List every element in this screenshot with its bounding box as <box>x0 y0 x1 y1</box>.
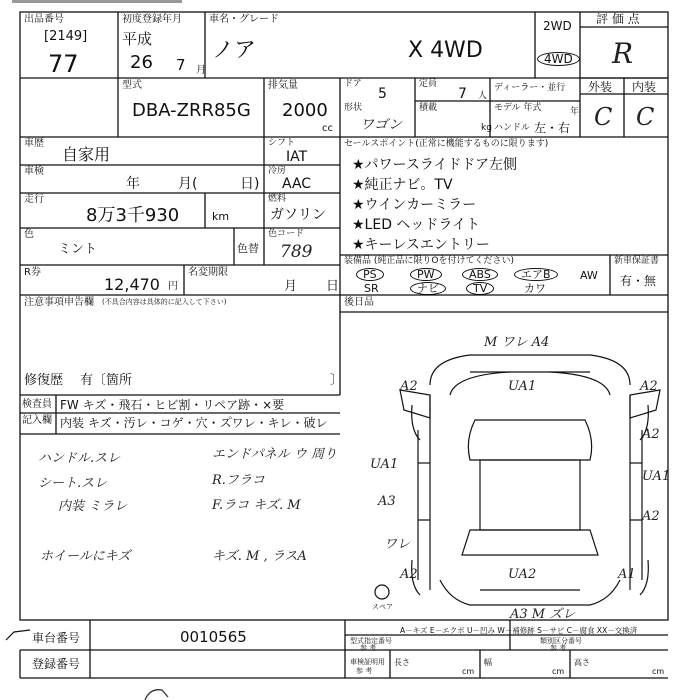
color-change-label: 色替 <box>237 242 259 255</box>
first-reg-label: 初度登録年月 <box>122 14 182 25</box>
month-unit: 月 <box>196 65 206 76</box>
type-cert-ref: 参 考 <box>360 644 377 652</box>
damage-mark: A3 M ズレ <box>510 607 576 622</box>
type-cert-label: 型式指定番号 <box>350 637 392 645</box>
shift-label: シフト <box>268 138 296 148</box>
notes-label: 注意事項申告欄 <box>24 297 94 308</box>
door-count: 5 <box>378 86 387 102</box>
color-code-value: 789 <box>280 242 313 262</box>
ext-label: 外装 <box>588 80 613 94</box>
inspector-row-2: 内装 キズ・汚レ・コゲ・穴・ス゚ワレ・キレ・破レ <box>60 416 328 430</box>
deadline-month: 月 <box>284 279 298 294</box>
model-label: 型式 <box>122 80 142 91</box>
inspector-row-1: FW キズ・飛石・ヒビ割・リペア跡・×要 <box>60 398 285 412</box>
reg-label: 登録番号 <box>32 657 81 671</box>
shift-value: IAT <box>286 149 308 165</box>
equip-aw: AW <box>580 269 598 282</box>
repair-value: 有〔箇所 <box>80 373 133 388</box>
damage-mark: ワレ <box>384 537 411 552</box>
inspector-label-1: 検査員 <box>22 399 52 410</box>
equip-sr: SR <box>364 282 379 295</box>
note-left: 内装 ミラレ <box>58 499 128 514</box>
int-score: C <box>636 103 655 131</box>
reg-cert-label: 車検証明用 <box>350 658 385 666</box>
width-unit: cm <box>552 667 565 676</box>
note-right: キズ. M , ラスA <box>212 549 307 564</box>
body-shape: ワゴン <box>360 117 402 133</box>
history-value: 自家用 <box>62 145 111 164</box>
damage-mark: UA2 <box>508 567 537 582</box>
shaken-label: 車検 <box>24 166 44 177</box>
damage-mark: UA1 <box>508 379 537 394</box>
equip-airbag: エアB <box>514 268 558 281</box>
damage-mark: A2 <box>642 509 660 524</box>
color-label: 色 <box>24 229 34 240</box>
model-year-label: モデル 年式 <box>494 103 542 113</box>
dealer-label: ディーラー・並行 <box>494 83 566 93</box>
length-unit: cm <box>462 667 475 676</box>
equip-navi: ナビ <box>410 282 446 295</box>
sales-item: ★ウインカーミラー <box>352 197 477 213</box>
mileage-value: 8万3千930 <box>86 205 180 226</box>
lot-number: 77 <box>48 50 79 78</box>
chassis-number: 0010565 <box>180 628 247 646</box>
capacity: 7 <box>458 86 467 102</box>
shaken-day: 日) <box>240 176 260 192</box>
mileage-label: 走行 <box>24 194 44 205</box>
deadline-label: 名変期限 <box>188 267 228 278</box>
handle-value: 左・右 <box>534 121 571 135</box>
note-right: F.ラコ キズ. M <box>212 498 301 513</box>
sales-title: セールスポイント(正常に機能するものに限ります) <box>344 139 549 149</box>
displacement: 2000 <box>282 100 328 121</box>
disp-label: 排気量 <box>268 80 298 91</box>
damage-mark: A2 <box>640 379 658 394</box>
capacity-label: 定員 <box>419 79 438 89</box>
damage-mark: A1 <box>618 567 636 582</box>
eval-score: R <box>612 37 634 70</box>
r-value: 12,470 <box>104 275 160 294</box>
year-unit: 年 <box>570 107 580 117</box>
note-left: ホイールにキズ <box>40 549 131 564</box>
car-grade: X 4WD <box>408 38 483 63</box>
reg-cert-ref: 参 考 <box>356 667 373 675</box>
note-right: エンドパネル ウ 周り <box>212 447 338 462</box>
reg-year: 26 <box>130 52 153 73</box>
damage-mark: UA1 <box>642 469 671 484</box>
ext-score: C <box>594 103 613 131</box>
load-unit: kg <box>481 123 492 133</box>
deadline-day: 日 <box>326 279 340 294</box>
damage-mark: A3 <box>378 494 396 509</box>
inspector-label-2: 記入欄 <box>22 415 52 426</box>
shape-label: 形状 <box>344 103 363 113</box>
handle-label: ハンドル <box>494 123 531 133</box>
sales-item: ★パワースライドドア左側 <box>352 157 518 173</box>
spare-label: スペア <box>372 603 393 611</box>
color-code-label: 色コード <box>268 229 305 239</box>
capacity-unit: 人 <box>478 91 488 101</box>
load-label: 積載 <box>419 103 438 113</box>
notes-sub: (不具合内容は具体的に記入して下さい) <box>102 298 227 306</box>
repair-close: 〕 <box>330 373 344 388</box>
category-label: 類別区分番号 <box>540 637 582 645</box>
lot-code: [2149] <box>44 29 88 44</box>
length-label: 長さ <box>394 658 410 667</box>
equip-abs: ABS <box>462 268 498 281</box>
color-value: ミント <box>58 242 98 257</box>
note-right: R.フラコ <box>212 473 265 488</box>
eval-label: 評 価 点 <box>596 12 640 26</box>
note-left: ハンドル.スレ <box>38 451 121 466</box>
damage-mark: A2 <box>642 427 660 442</box>
chassis-label: 車台番号 <box>32 631 81 645</box>
disp-unit: cc <box>322 123 333 134</box>
drive-2wd: 2WD <box>543 19 572 33</box>
fuel-label: 燃料 <box>268 194 287 204</box>
warranty-label: 新車保証書 <box>614 256 660 266</box>
warranty-value: 有・無 <box>620 274 657 288</box>
sales-item: ★キーレスエントリー <box>352 237 490 253</box>
drive-4wd: 4WD <box>537 52 580 66</box>
height-unit: cm <box>652 667 665 676</box>
aircon-label: 冷房 <box>268 166 287 176</box>
equip-tv: TV <box>466 282 494 295</box>
int-label: 内装 <box>632 80 657 94</box>
history-label: 車歴 <box>24 138 44 149</box>
damage-mark: UA1 <box>370 457 399 472</box>
note-left: シート.スレ <box>38 476 108 491</box>
lot-label: 出品番号 <box>24 14 64 25</box>
car-name: ノア <box>212 38 257 63</box>
equip-ps: PS <box>356 268 384 281</box>
legend: A－キズ E－エクボ U－凹み W－補修跡 S－サビ C－腐食 XX－交換済 <box>400 626 638 635</box>
damage-mark: A2 <box>400 567 418 582</box>
damage-mark: A2 <box>400 379 418 394</box>
category-ref: 参 考 <box>550 644 567 652</box>
era: 平成 <box>122 30 153 48</box>
after-mark: 後日品 <box>344 297 374 308</box>
sales-item: ★LED ヘッドライト <box>352 217 481 233</box>
mileage-unit: km <box>212 210 230 223</box>
shaken-month: 月( <box>178 176 198 192</box>
equip-leather: カワ <box>524 282 546 295</box>
r-label: R券 <box>24 267 41 278</box>
aircon-value: AAC <box>282 176 312 192</box>
shaken-year: 年 <box>126 176 140 192</box>
equipment-title: 装備品 (純正品に限りOを付けてください) <box>344 256 514 266</box>
equip-pw: PW <box>410 268 442 281</box>
name-grade-label: 車名・グレード <box>209 14 279 25</box>
r-unit: 円 <box>168 281 178 292</box>
sales-item: ★純正ナビ。TV <box>352 177 453 193</box>
width-label: 幅 <box>484 658 492 667</box>
door-label: ドア <box>344 79 362 89</box>
fuel-value: ガソリン <box>270 207 326 223</box>
reg-month: 7 <box>176 56 186 74</box>
height-label: 高さ <box>574 658 590 667</box>
model-code: DBA-ZRR85G <box>132 100 251 121</box>
damage-mark: M ワレ A4 <box>484 335 550 350</box>
repair-label: 修復歴 <box>24 373 64 388</box>
